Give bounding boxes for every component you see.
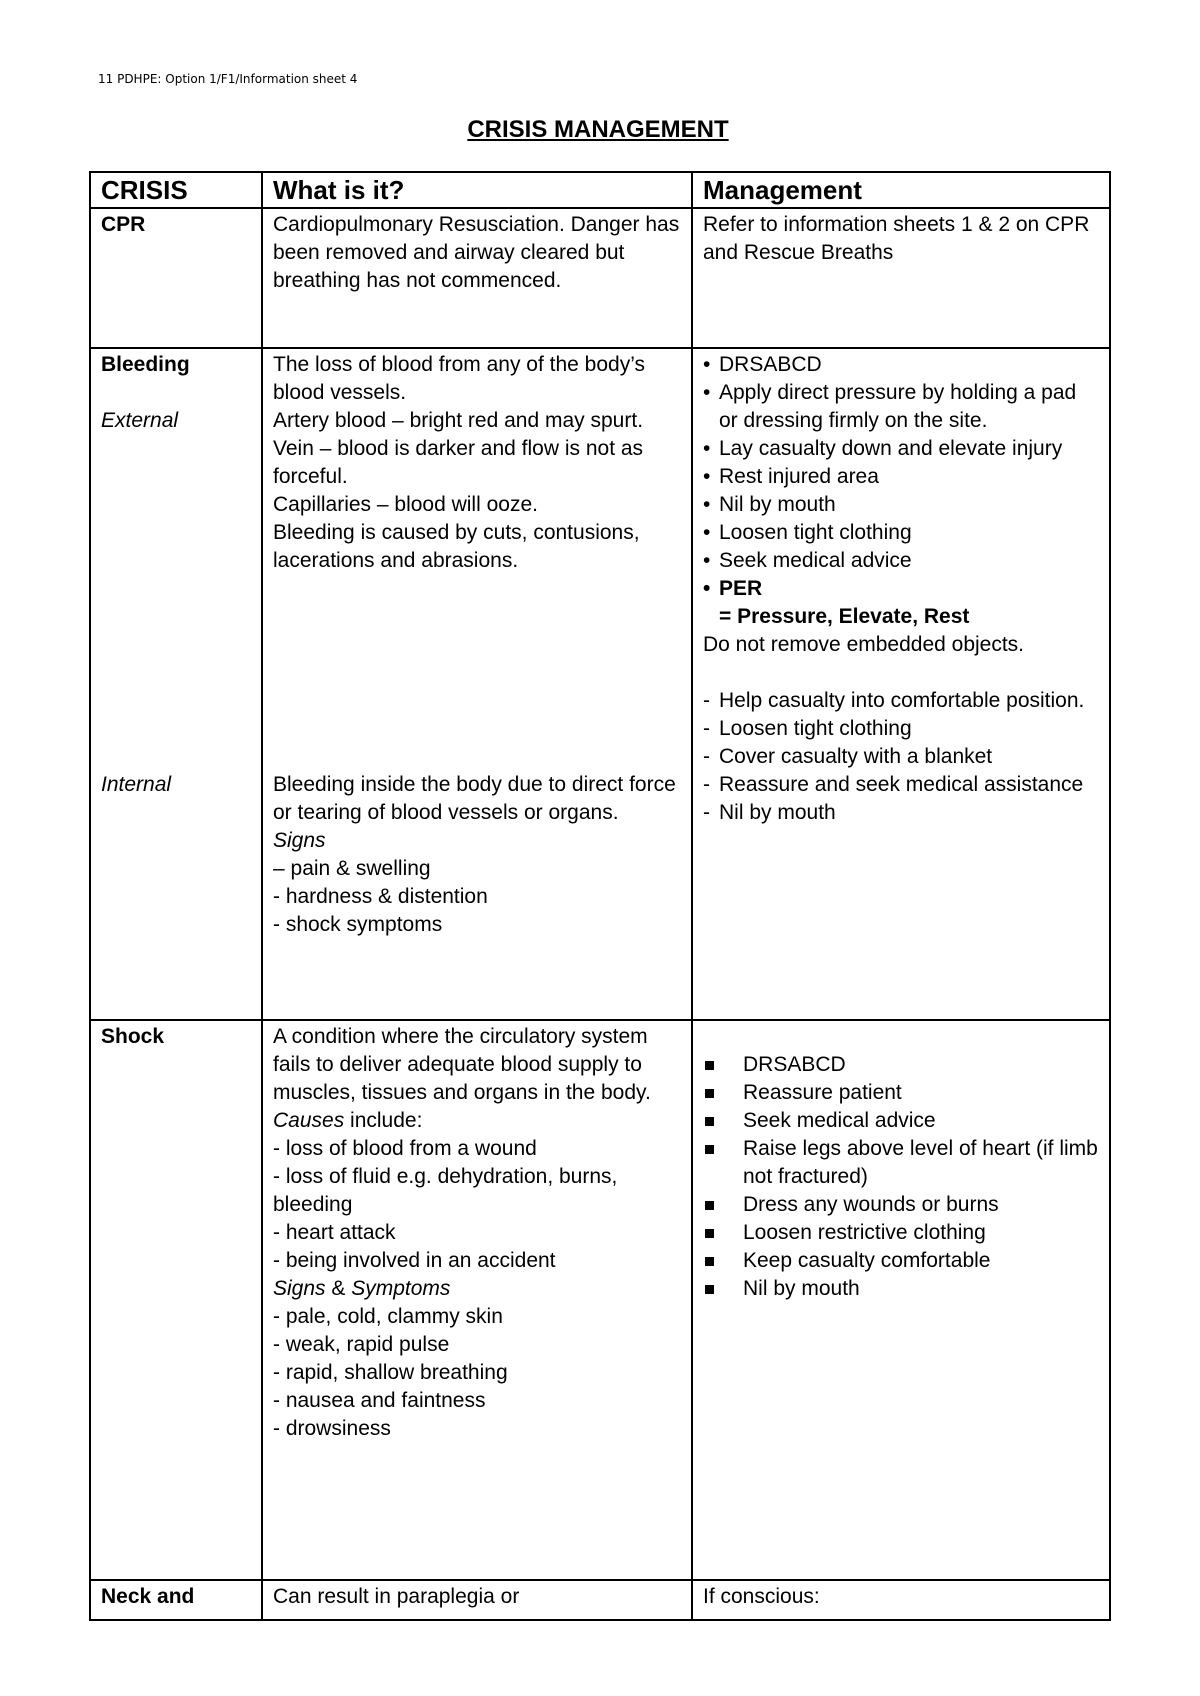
bullet-icon: • — [703, 465, 711, 488]
page-header: 11 PDHPE: Option 1/F1/Information sheet 4 — [98, 72, 358, 86]
list-item: • Rest injured area — [703, 463, 1099, 491]
management-cell-shock — [692, 1020, 1110, 1580]
header-what-is-it: What is it? — [262, 172, 692, 208]
list-item: - Nil by mouth — [703, 799, 1099, 827]
dash-icon: - — [703, 773, 710, 796]
square-bullet-icon — [703, 1275, 743, 1303]
list-item: • Loosen tight clothing — [703, 519, 1099, 547]
internal-sign-item: – pain & swelling — [273, 857, 431, 880]
list-item: Raise legs above level of heart (if limb not fractured) — [703, 1135, 1099, 1191]
list-item: • Nil by mouth — [703, 491, 1099, 519]
list-item: Reassure patient — [703, 1079, 1099, 1107]
dash-icon: - — [703, 717, 710, 740]
square-bullet-icon — [703, 1051, 743, 1079]
list-item: Seek medical advice — [703, 1107, 1099, 1135]
shock-sign-item: - nausea and faintness — [273, 1389, 486, 1412]
crisis-cell-neck: Neck and — [90, 1580, 262, 1620]
list-item: - Reassure and seek medical assistance — [703, 771, 1099, 799]
list-item: • DRSABCD — [703, 351, 1099, 379]
dash-icon: - — [703, 745, 710, 768]
bullet-icon: • — [703, 549, 711, 572]
list-item: Keep casualty comfortable — [703, 1247, 1099, 1275]
shock-description: A condition where the circulatory system fails to deliver adequate blood supply to muscles, tissues and organs in the body. — [273, 1025, 651, 1104]
bleeding-internal-label: Internal — [101, 773, 172, 796]
per-expansion: = Pressure, Elevate, Rest — [719, 605, 970, 628]
crisis-cell-bleeding — [90, 348, 262, 1020]
table-row-neck — [90, 1580, 1110, 1620]
crisis-table — [89, 171, 1111, 1621]
shock-cause-item: - loss of fluid e.g. dehydration, burns, bleeding — [273, 1165, 618, 1216]
bullet-icon: • — [703, 353, 711, 376]
bleeding-what-line: Bleeding is caused by cuts, contusions, lacerations and abrasions. — [273, 521, 640, 572]
bleeding-what-line: The loss of blood from any of the body’s blood vessels. — [273, 353, 645, 404]
shock-cause-item: - being involved in an accident — [273, 1249, 556, 1272]
list-item: DRSABCD — [703, 1051, 1099, 1079]
what-cell-shock — [262, 1020, 692, 1580]
management-cell-cpr: Refer to information sheets 1 & 2 on CPR and Rescue Breaths — [692, 208, 1110, 348]
square-bullet-icon — [703, 1191, 743, 1219]
crisis-cell-cpr: CPR — [90, 208, 262, 348]
shock-causes-heading: Causes include: — [273, 1109, 423, 1132]
shock-cause-item: - loss of blood from a wound — [273, 1137, 537, 1160]
table-row-bleeding — [90, 348, 1110, 1020]
list-item: • Seek medical advice — [703, 547, 1099, 575]
bleeding-what-line: Artery blood – bright red and may spurt. — [273, 409, 644, 432]
crisis-cell-shock: Shock — [90, 1020, 262, 1580]
bullet-icon: • — [703, 493, 711, 516]
square-bullet-icon — [703, 1107, 743, 1135]
table-header-row — [90, 172, 1110, 208]
per-list-item: • PER — [703, 575, 1099, 603]
list-item: • Apply direct pressure by holding a pad or dressing firmly on the site. — [703, 379, 1099, 435]
embedded-objects-note: Do not remove embedded objects. — [703, 633, 1025, 656]
table-row-cpr — [90, 208, 1110, 348]
bullet-icon: • — [703, 437, 711, 460]
bullet-icon: • — [703, 521, 711, 544]
shock-sign-item: - drowsiness — [273, 1417, 391, 1440]
square-bullet-icon — [703, 1219, 743, 1247]
shock-signs-heading: Signs & Symptoms — [273, 1277, 451, 1300]
shock-cause-item: - heart attack — [273, 1221, 396, 1244]
list-item: Nil by mouth — [703, 1275, 1099, 1303]
management-cell-bleeding — [692, 348, 1110, 1020]
square-bullet-icon — [703, 1079, 743, 1107]
bleeding-what-line: Vein – blood is darker and flow is not as forceful. — [273, 437, 644, 488]
internal-signs-label: Signs — [273, 829, 326, 852]
list-item: - Loosen tight clothing — [703, 715, 1099, 743]
bullet-icon: • — [703, 577, 711, 600]
list-item: • Lay casualty down and elevate injury — [703, 435, 1099, 463]
what-cell-neck: Can result in paraplegia or — [262, 1580, 692, 1620]
bleeding-what-line: Capillaries – blood will ooze. — [273, 493, 538, 516]
list-item: Loosen restrictive clothing — [703, 1219, 1099, 1247]
square-bullet-icon — [703, 1135, 743, 1191]
internal-sign-item: - shock symptoms — [273, 913, 443, 936]
header-crisis: CRISIS — [90, 172, 262, 208]
shock-sign-item: - pale, cold, clammy skin — [273, 1305, 503, 1328]
what-cell-bleeding — [262, 348, 692, 1020]
shock-sign-item: - rapid, shallow breathing — [273, 1361, 508, 1384]
bleeding-external-label: External — [101, 409, 179, 432]
internal-sign-item: - hardness & distention — [273, 885, 488, 908]
crisis-label-bleeding: Bleeding — [101, 353, 190, 376]
square-bullet-icon — [703, 1247, 743, 1275]
shock-sign-item: - weak, rapid pulse — [273, 1333, 450, 1356]
management-cell-neck: If conscious: — [692, 1580, 1110, 1620]
internal-bleeding-description: Bleeding inside the body due to direct force or tearing of blood vessels or organs. — [273, 773, 676, 824]
list-item: - Help casualty into comfortable position. — [703, 687, 1099, 715]
what-cell-cpr: Cardiopulmonary Resusciation. Danger has been removed and airway cleared but breathing has not commenced. — [262, 208, 692, 348]
list-item: - Cover casualty with a blanket — [703, 743, 1099, 771]
document-title: CRISIS MANAGEMENT — [467, 116, 729, 143]
header-management: Management — [692, 172, 1110, 208]
list-item: Dress any wounds or burns — [703, 1191, 1099, 1219]
dash-icon: - — [703, 689, 710, 712]
bullet-icon: • — [703, 381, 711, 404]
table-row-shock — [90, 1020, 1110, 1580]
dash-icon: - — [703, 801, 710, 824]
